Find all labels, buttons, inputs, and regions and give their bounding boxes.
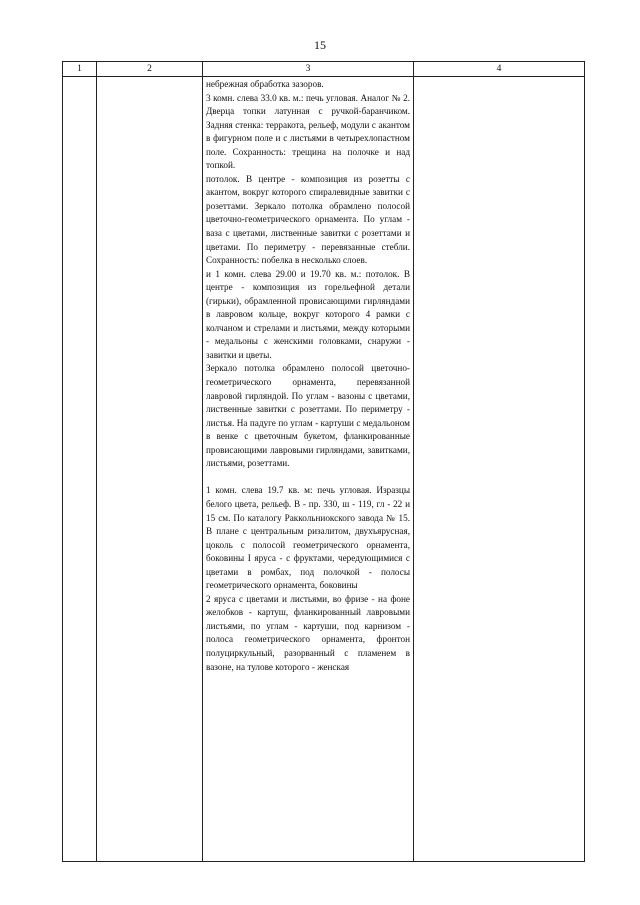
paragraph-4: и 1 комн. слева 29.00 и 19.70 кв. м.: потолок. В центре - композиция из горельефной детали (гирьки), обрамленной провисающими гирляндами в лавровом кольце, вокруг которого 4 рамки с колчаном и стрелами и листьями, между которыми - медальоны с женскими головками, снаружи - завитки и цветы. [206,268,410,360]
column-header-4: 4 [414,62,585,77]
paragraph-6: 1 комн. слева 19.7 кв. м: печь угловая. Изразцы белого цвета, рельеф. В - пр. 330, ш - 119, гл - 22 и 15 см. По каталогу Раккольниокского завода № 15. В плане с центральным ризалитом, двухъярусная, цоколь с полосой геометрического орнамента, боковины I яруса - с фруктами, чередующимися с цветами в ромбах, под полочкой - полосы геометрического орнамента, боковины [206,485,410,591]
paragraph-spacer [206,471,410,485]
cell-column-2 [97,77,203,862]
cell-column-4 [414,77,585,862]
paragraph-5: Зеркало потолка обрамлено полосой цветочно- геометрического орнамента, перевязанной лавровой гирляндой. По углам - вазоны с цветами, лиственные завитки с розеттами. По периметру - листья. На падуге по углам - картуши с медальоном в венке с цветочным букетом, фланкированные провисающими лавровыми гирляндами, завитками, листьями, розеттами. [206,363,410,469]
column-header-1: 1 [63,62,97,77]
table-row [63,77,585,862]
page-number: 15 [314,38,326,52]
paragraph-3: потолок. В центре - композиция из розетты с акантом, вокруг которого спиралевидные завитки с розеттами. Зеркало потолка обрамлено полосой цветочно-геометрического орнамента. По углам - ваза с цветами, лиственные завитки с розеттами и цветами. По периметру - перевязанные стебли. Сохранность: побелка в несколько слоев. [206,173,410,266]
cell-column-1 [63,77,97,862]
column-header-3: 3 [203,62,414,77]
paragraph-1: небрежная обработка зазоров. [206,79,324,89]
inventory-table [62,61,585,862]
cell-column-3-description [203,77,414,862]
column-header-2: 2 [97,62,203,77]
paragraph-7: 2 яруса с цветами и листьями, во фризе - на фоне желобков - картуш, фланкированный лавровыми листьями, по углам - картуши, под карнизом - полоса геометрического орнамента, фронтон полуциркульный, разорванный с пламенем в вазоне, на тулове которого - женская [206,593,410,672]
paragraph-2: 3 комн. слева 33.0 кв. м.: печь угловая. Аналог № 2. Дверца топки латунная с ручкой-баранчиком. Задняя стенка: терракота, рельеф, модули с акантом в фигурном поле и с листьями в четырехлопастном поле. Сохранность: трещина на полочке и над топкой. [206,92,410,171]
table-header-row [63,62,585,77]
